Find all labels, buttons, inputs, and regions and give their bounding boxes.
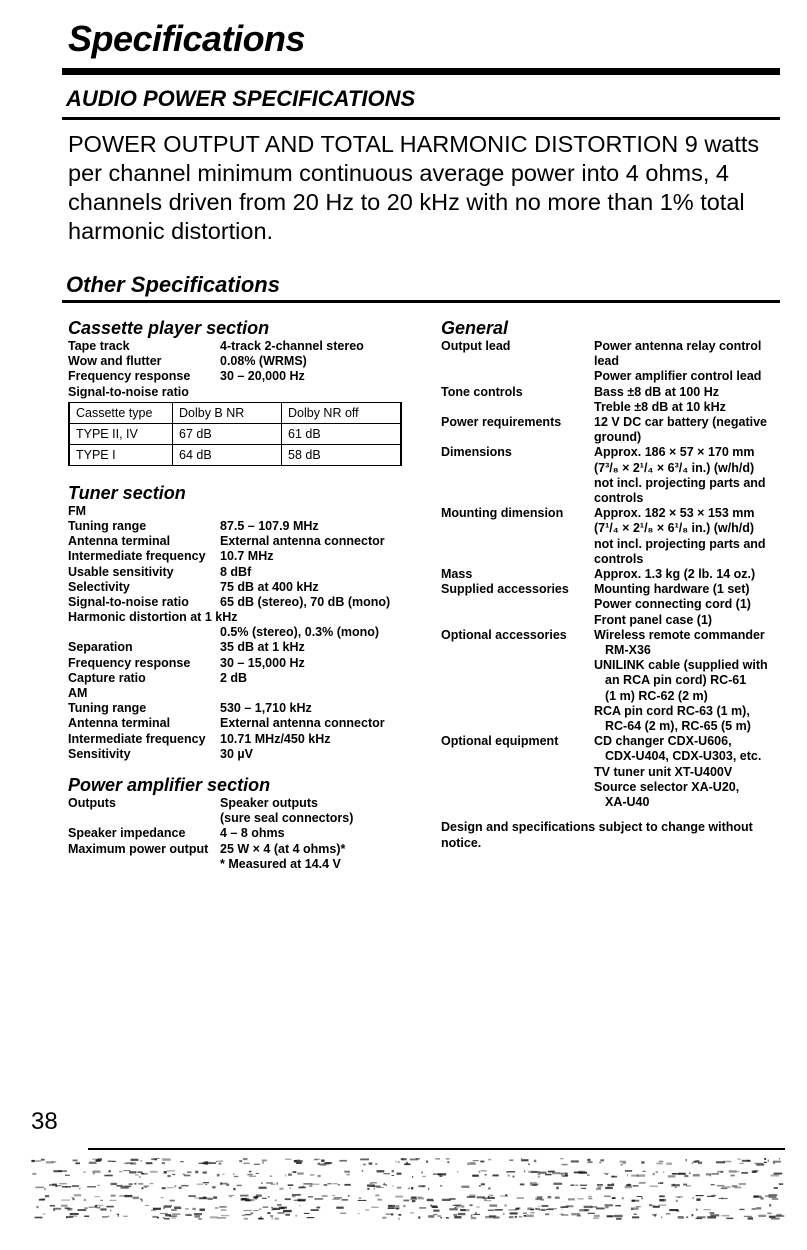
spec-value-line: controls: [594, 491, 644, 506]
spec-label: Capture ratio: [68, 670, 146, 685]
table-cell: 58 dB: [282, 444, 402, 465]
spec-label: Antenna terminal: [68, 716, 171, 731]
spec-label: Speaker impedance: [68, 826, 186, 841]
spec-value: [594, 567, 786, 582]
spec-row: [68, 385, 418, 400]
spec-value: External antenna connector: [220, 716, 385, 731]
spec-row: [68, 580, 418, 595]
general-spec-row: [441, 339, 786, 385]
general-spec-list: [441, 339, 786, 810]
power-output-statement: POWER OUTPUT AND TOTAL HARMONIC DISTORTION 9 watts per channel minimum continuous average power into 4 ohms, 4 channels driven from 20 Hz to 20 kHz with no more than 1% total harmonic distortion.: [68, 131, 760, 244]
spec-label: Frequency response: [68, 369, 191, 384]
spec-row: [68, 534, 418, 549]
left-column: [68, 317, 418, 872]
spec-value: 75 dB at 400 kHz: [220, 579, 319, 594]
spec-row: [68, 354, 418, 369]
spec-value: 0.08% (WRMS): [220, 354, 307, 369]
table-cell: TYPE I: [69, 444, 173, 465]
cassette-spec-list: [68, 339, 418, 400]
table-header-cell: Dolby B NR: [173, 402, 282, 423]
spec-row: [68, 701, 418, 716]
general-spec-row: [441, 506, 786, 567]
general-spec-row: [441, 415, 786, 445]
spec-value: [594, 445, 786, 506]
signal-to-noise-table: [68, 402, 402, 466]
spec-value: [594, 506, 786, 567]
spec-value: [594, 582, 786, 628]
spec-value: [594, 339, 786, 385]
spec-label: Intermediate frequency: [68, 731, 206, 746]
spec-value: 4-track 2-channel stereo: [220, 339, 364, 353]
table-row: [69, 444, 401, 465]
tuner-spec-list: [68, 504, 418, 762]
power-amplifier-spec-list: [68, 796, 418, 872]
spec-value-line: Bass ±8 dB at 100 Hz: [594, 384, 719, 399]
spec-label: Supplied accessories: [441, 582, 569, 597]
table-cell: 67 dB: [173, 423, 282, 444]
spec-value-line: Power antenna relay control: [594, 339, 762, 353]
section-rule: [62, 117, 780, 120]
spec-row: [68, 565, 418, 580]
spec-footnote: * Measured at 14.4 V: [220, 856, 341, 871]
spec-value: 530 – 1,710 kHz: [220, 701, 312, 716]
spec-value: 10.71 MHz/450 kHz: [220, 731, 331, 746]
spec-value: 87.5 – 107.9 MHz: [220, 518, 319, 533]
spec-row: [68, 656, 418, 671]
spec-label: Mounting dimension: [441, 506, 564, 521]
general-spec-row: [441, 567, 786, 582]
spec-value: [594, 385, 786, 415]
spec-row: [68, 857, 418, 872]
spec-value: 30 – 15,000 Hz: [220, 655, 305, 670]
ratio-label: Signal-to-noise ratio: [68, 384, 189, 399]
spec-value-line: CDX-U404, CDX-U303, etc.: [605, 749, 762, 764]
spec-value: Speaker outputs: [220, 795, 318, 810]
audio-power-heading: AUDIO POWER SPECIFICATIONS: [66, 86, 416, 111]
spec-value: [594, 628, 786, 734]
spec-label: Separation: [68, 640, 133, 655]
tuner-section-title: Tuner section: [68, 482, 186, 503]
spec-value-line: an RCA pin cord) RC-61: [605, 673, 747, 688]
spec-value-line: lead: [594, 354, 620, 369]
spec-value: 8 dBf: [220, 564, 252, 579]
spec-value-line: Treble ±8 dB at 10 kHz: [594, 399, 726, 414]
spec-value-line: Wireless remote commander: [594, 627, 765, 642]
spec-value-line: XA-U40: [605, 795, 650, 810]
spec-row: [68, 519, 418, 534]
spec-row: [68, 671, 418, 686]
spec-label: Output lead: [441, 339, 511, 353]
table-cell: TYPE II, IV: [69, 423, 173, 444]
footer-rule: [88, 1148, 785, 1150]
spec-value-line: Power amplifier control lead: [594, 369, 762, 384]
spec-value-line: ground): [594, 430, 642, 445]
spec-value: 4 – 8 ohms: [220, 826, 285, 841]
spec-value: 65 dB (stereo), 70 dB (mono): [220, 594, 391, 609]
section-rule: [62, 300, 780, 303]
spec-row: [68, 732, 418, 747]
spec-label: Outputs: [68, 795, 116, 810]
spec-value-line: Approx. 182 × 53 × 153 mm: [594, 506, 755, 521]
spec-value-line: (7³/₈ × 2¹/₄ × 6³/₄ in.) (w/h/d): [594, 460, 755, 475]
spec-label: Signal-to-noise ratio: [68, 594, 189, 609]
spec-value-line: Mounting hardware (1 set): [594, 582, 750, 597]
spec-value-line: RCA pin cord RC-63 (1 m),: [594, 703, 750, 718]
spec-value: [594, 734, 786, 810]
spec-value: 30 – 20,000 Hz: [220, 369, 305, 384]
table-header-cell: Cassette type: [69, 402, 173, 423]
spec-value-line: RM-X36: [605, 643, 651, 658]
spec-value-line: not incl. projecting parts and: [594, 536, 766, 551]
spec-value: (sure seal connectors): [220, 811, 354, 826]
spec-value-line: Power connecting cord (1): [594, 597, 751, 612]
spec-value-line: RC-64 (2 m), RC-65 (5 m): [605, 719, 751, 734]
spec-value: 35 dB at 1 kHz: [220, 640, 305, 655]
spec-value-line: Approx. 186 × 57 × 170 mm: [594, 445, 755, 460]
spec-label: Dimensions: [441, 445, 512, 460]
spec-label: Usable sensitivity: [68, 564, 174, 579]
general-spec-row: [441, 628, 786, 734]
spec-label: Harmonic distortion at 1 kHz: [68, 610, 238, 625]
right-column: [441, 317, 786, 851]
spec-label: Tuning range: [68, 701, 147, 716]
spec-row: [68, 595, 418, 610]
spec-label: Tape track: [68, 339, 130, 353]
spec-label: Optional equipment: [441, 734, 559, 749]
spec-label: Tone controls: [441, 384, 523, 399]
spec-row: [68, 625, 418, 640]
title-rule: [62, 68, 780, 75]
spec-row: [68, 716, 418, 731]
spec-row: [68, 796, 418, 811]
design-note: Design and specifications subject to change without notice.: [441, 820, 753, 850]
general-spec-row: [441, 385, 786, 415]
general-spec-row: [441, 582, 786, 628]
spec-value: 10.7 MHz: [220, 549, 274, 564]
spec-value-line: TV tuner unit XT-U400V: [594, 764, 733, 779]
spec-value: 2 dB: [220, 670, 248, 685]
spec-value-line: not incl. projecting parts and: [594, 475, 766, 490]
spec-value-line: Front panel case (1): [594, 612, 713, 627]
spec-value-line: controls: [594, 551, 644, 566]
spec-value-line: (1 m) RC-62 (2 m): [605, 688, 708, 703]
spec-value-line: Source selector XA-U20,: [594, 779, 740, 794]
spec-label: Frequency response: [68, 655, 191, 670]
spec-value-line: Approx. 1.3 kg (2 lb. 14 oz.): [594, 567, 756, 582]
footer-scan-noise: [30, 1152, 790, 1220]
table-row: [69, 423, 401, 444]
spec-row: [68, 826, 418, 841]
spec-row: [68, 811, 418, 826]
spec-value: [594, 415, 786, 445]
spec-value: 25 W × 4 (at 4 ohms)*: [220, 841, 346, 856]
spec-label: Mass: [441, 567, 473, 582]
spec-value-line: 12 V DC car battery (negative: [594, 415, 767, 430]
spec-value: 30 µV: [220, 746, 253, 761]
spec-row: [68, 339, 418, 354]
spec-row: [68, 369, 418, 384]
spec-label: Intermediate frequency: [68, 549, 206, 564]
spec-label: Optional accessories: [441, 627, 567, 642]
spec-label: Wow and flutter: [68, 354, 162, 369]
cassette-section-title: Cassette player section: [68, 318, 270, 338]
spec-value-line: (7¹/₄ × 2¹/₈ × 6¹/₈ in.) (w/h/d): [594, 521, 755, 536]
spec-value: 0.5% (stereo), 0.3% (mono): [220, 625, 380, 640]
table-header-row: [69, 402, 401, 423]
general-spec-row: [441, 734, 786, 810]
spec-label: Antenna terminal: [68, 534, 171, 549]
spec-label: Sensitivity: [68, 746, 131, 761]
spec-label: Power requirements: [441, 415, 562, 430]
spec-row: [68, 640, 418, 655]
spec-label: Maximum power output: [68, 841, 209, 856]
spec-row: [68, 610, 418, 625]
spec-value-line: UNILINK cable (supplied with: [594, 658, 768, 673]
other-specifications-heading: Other Specifications: [66, 272, 280, 297]
spec-row: [68, 549, 418, 564]
am-label: AM: [68, 686, 88, 700]
table-cell: 61 dB: [282, 423, 402, 444]
spec-label: Tuning range: [68, 518, 147, 533]
spec-label: Selectivity: [68, 579, 130, 594]
general-spec-row: [441, 445, 786, 506]
table-header-cell: Dolby NR off: [282, 402, 402, 423]
power-amplifier-section-title: Power amplifier section: [68, 774, 271, 795]
page-number: 38: [31, 1108, 58, 1135]
spec-value: External antenna connector: [220, 534, 385, 549]
fm-label: FM: [68, 503, 87, 518]
spec-row: [68, 747, 418, 762]
page-title: Specifications: [68, 18, 306, 59]
table-cell: 64 dB: [173, 444, 282, 465]
spec-value-line: CD changer CDX-U606,: [594, 734, 732, 749]
general-section-title: General: [441, 318, 509, 338]
spec-row: [68, 842, 418, 857]
